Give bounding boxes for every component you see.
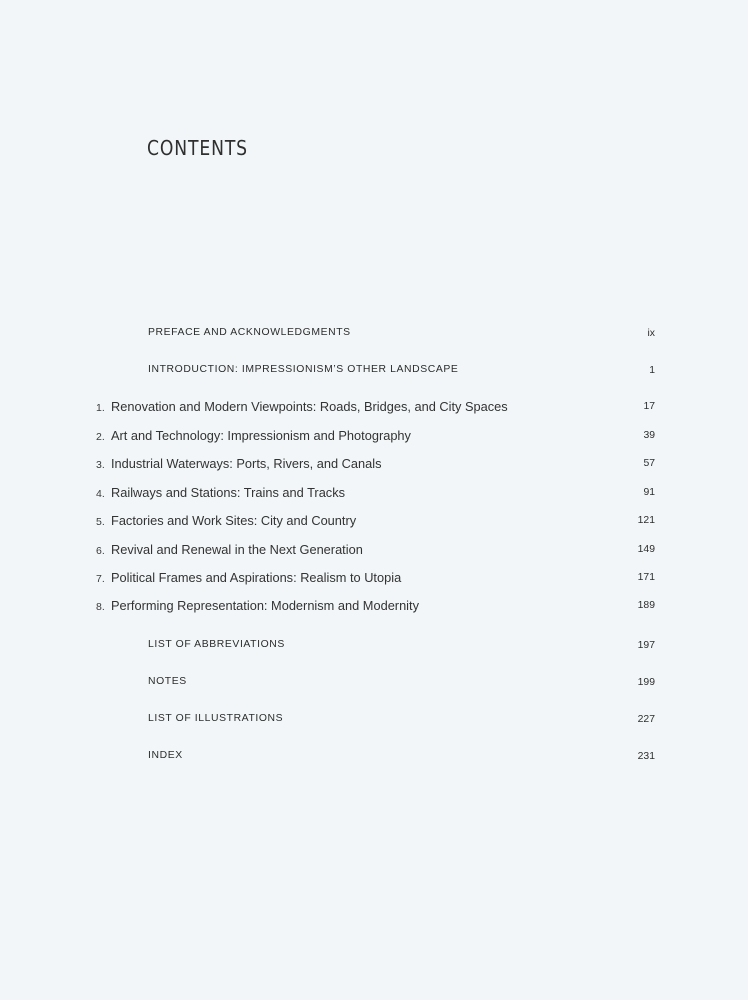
- chapter-number: 5.: [96, 516, 105, 528]
- toc-entry-page: 1: [649, 365, 655, 376]
- chapter-title: Railways and Stations: Trains and Tracks: [111, 485, 346, 500]
- page-title: CONTENTS: [147, 136, 248, 160]
- toc-entry-label: PREFACE AND ACKNOWLEDGMENTS: [148, 327, 351, 338]
- chapter-page: 149: [637, 544, 655, 555]
- chapter-title: Industrial Waterways: Ports, Rivers, and Canals: [111, 456, 382, 471]
- toc-entry-introduction: [0, 363, 748, 383]
- chapter-page: 91: [643, 487, 655, 498]
- chapter-number: 3.: [96, 459, 105, 471]
- chapter-page: 17: [643, 401, 655, 412]
- chapter-number: 7.: [96, 573, 105, 585]
- chapter-number: 2.: [96, 431, 105, 443]
- toc-chapter-2: [0, 428, 748, 448]
- toc-chapter-4: [0, 485, 748, 505]
- toc-entry-page: 227: [637, 714, 655, 725]
- toc-chapter-1: [0, 399, 748, 419]
- toc-chapter-8: [0, 598, 748, 618]
- toc-entry-notes: [0, 675, 748, 695]
- toc-chapter-3: [0, 456, 748, 476]
- chapter-number: 4.: [96, 488, 105, 500]
- toc-entry-page: ix: [647, 328, 655, 339]
- toc-entry-illustrations: [0, 712, 748, 732]
- toc-entry-label: LIST OF ILLUSTRATIONS: [148, 713, 284, 724]
- chapter-title: Revival and Renewal in the Next Generation: [111, 542, 363, 557]
- toc-entry-preface: [0, 326, 748, 346]
- chapter-page: 121: [637, 515, 655, 526]
- toc-chapter-5: [0, 513, 748, 533]
- chapter-title: Renovation and Modern Viewpoints: Roads, Bridges, and City Spaces: [111, 399, 508, 414]
- chapter-title: Performing Representation: Modernism and Modernity: [111, 598, 419, 613]
- toc-entry-page: 197: [637, 640, 655, 651]
- toc-chapter-7: [0, 570, 748, 590]
- toc-entry-label: NOTES: [148, 676, 187, 687]
- chapter-page: 189: [637, 600, 655, 611]
- chapter-page: 39: [643, 430, 655, 441]
- toc-entry-abbreviations: [0, 638, 748, 658]
- chapter-title: Art and Technology: Impressionism and Photography: [111, 428, 411, 443]
- toc-entry-label: LIST OF ABBREVIATIONS: [148, 639, 285, 650]
- toc-entry-label: INDEX: [148, 750, 183, 761]
- toc-chapter-6: [0, 542, 748, 562]
- chapter-page: 171: [637, 572, 655, 583]
- chapter-number: 8.: [96, 601, 105, 613]
- chapter-title: Factories and Work Sites: City and Country: [111, 513, 357, 528]
- toc-entry-index: [0, 749, 748, 769]
- chapter-number: 1.: [96, 402, 105, 414]
- toc-entry-page: 199: [637, 677, 655, 688]
- toc-entry-page: 231: [637, 751, 655, 762]
- chapter-number: 6.: [96, 545, 105, 557]
- chapter-title: Political Frames and Aspirations: Realism to Utopia: [111, 570, 402, 585]
- chapter-page: 57: [643, 458, 655, 469]
- toc-entry-label: INTRODUCTION: IMPRESSIONISM’S OTHER LANDSCAPE: [148, 364, 459, 375]
